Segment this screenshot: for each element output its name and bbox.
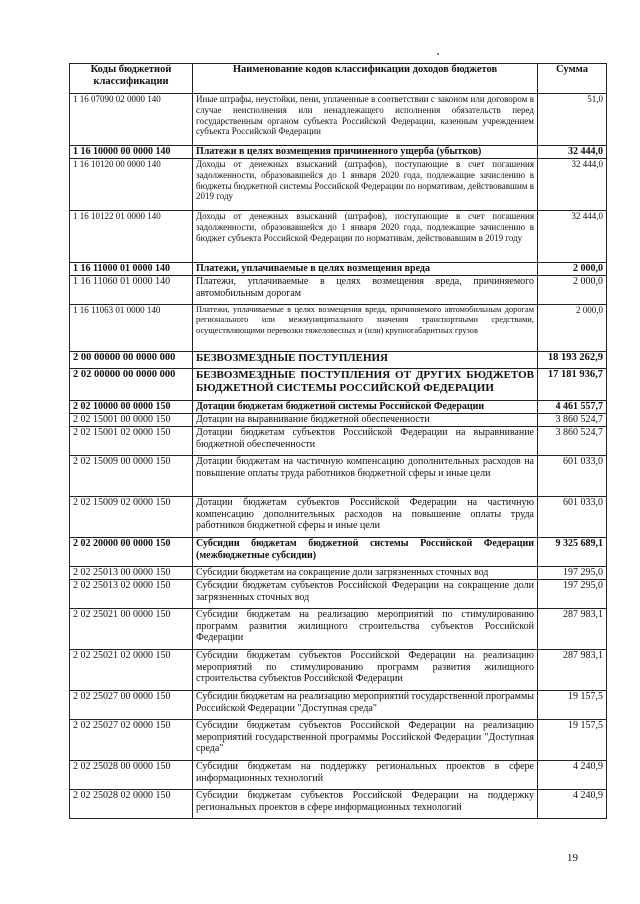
row-sum: 32 444,0 (538, 159, 607, 211)
row-sum: 2 000,0 (538, 263, 607, 276)
row-name: Дотации бюджетам бюджетной системы Российской Федерации (193, 401, 538, 414)
row-sum: 2 000,0 (538, 276, 607, 305)
row-sum: 197 295,0 (538, 580, 607, 609)
row-code: 2 02 25028 02 0000 150 (70, 790, 193, 819)
table-row (70, 567, 607, 580)
row-code: 1 16 07090 02 0000 140 (70, 94, 193, 146)
row-name: Дотации бюджетам на частичную компенсацию дополнительных расходов на повышение оплаты труда работников бюджетной сферы и иные цели (193, 456, 538, 497)
row-name: Субсидии бюджетам бюджетной системы Российской Федерации (межбюджетные субсидии) (193, 538, 538, 567)
table-row (70, 650, 607, 691)
table-row (70, 94, 607, 146)
row-code: 2 00 00000 00 0000 000 (70, 352, 193, 369)
row-code: 2 02 25013 02 0000 150 (70, 580, 193, 609)
page-number: 19 (567, 852, 578, 864)
row-name: Платежи, уплачиваемые в целях возмещения вреда, причиняемого автомобильным дорогам (193, 276, 538, 305)
row-code: 1 16 11063 01 0000 140 (70, 305, 193, 352)
row-name: Доходы от денежных взысканий (штрафов), поступающие в счет погашения задолженности, образовавшейся до 1 января 2020 года, подлежащие зачислению в бюджеты бюджетной системы Российской Федерации по нормативам, действовавшим в 2019 году (193, 159, 538, 211)
row-sum: 9 325 689,1 (538, 538, 607, 567)
table-row (70, 427, 607, 456)
row-sum: 4 240,9 (538, 790, 607, 819)
header-sum: Сумма (538, 64, 607, 94)
table-row (70, 369, 607, 401)
row-name: Платежи в целях возмещения причиненного ущерба (убытков) (193, 146, 538, 159)
table-row (70, 276, 607, 305)
revenue-classification-table (69, 63, 607, 819)
row-name: Дотации бюджетам субъектов Российской Федерации на частичную компенсацию дополнительных расходов на повышение оплаты труда работников бюджетной сферы и иные цели (193, 497, 538, 538)
row-code: 1 16 11000 01 0000 140 (70, 263, 193, 276)
row-name: Дотации бюджетам субъектов Российской Федерации на выравнивание бюджетной обеспеченности (193, 427, 538, 456)
row-name: БЕЗВОЗМЕЗДНЫЕ ПОСТУПЛЕНИЯ (193, 352, 538, 369)
table-row (70, 761, 607, 790)
row-sum: 32 444,0 (538, 146, 607, 159)
table-row (70, 159, 607, 211)
row-code: 2 02 25027 00 0000 150 (70, 691, 193, 720)
row-code: 2 02 00000 00 0000 000 (70, 369, 193, 401)
row-code: 2 02 25021 00 0000 150 (70, 609, 193, 650)
table-row (70, 456, 607, 497)
row-name: Субсидии бюджетам на реализацию мероприятий государственной программы Российской Федерации "Доступная среда" (193, 691, 538, 720)
row-sum: 287 983,1 (538, 609, 607, 650)
table-row (70, 211, 607, 263)
row-sum: 601 033,0 (538, 456, 607, 497)
row-code: 1 16 10000 00 0000 140 (70, 146, 193, 159)
row-sum: 32 444,0 (538, 211, 607, 263)
header-name: Наименование кодов классификации доходов бюджетов (193, 64, 538, 94)
row-code: 2 02 15009 00 0000 150 (70, 456, 193, 497)
row-code: 2 02 10000 00 0000 150 (70, 401, 193, 414)
table-row (70, 538, 607, 567)
row-code: 2 02 20000 00 0000 150 (70, 538, 193, 567)
row-sum: 287 983,1 (538, 650, 607, 691)
table-row (70, 609, 607, 650)
row-sum: 3 860 524,7 (538, 427, 607, 456)
row-name: Платежи, уплачиваемые в целях возмещения вреда, причиняемого автомобильным дорогам регионального или межмуниципального значения транспортными средствами, осуществляющими перевозки тяжеловесных и (или) крупногабаритных грузов (193, 305, 538, 352)
row-code: 1 16 10120 00 0000 140 (70, 159, 193, 211)
row-code: 1 16 10122 01 0000 140 (70, 211, 193, 263)
row-name: Иные штрафы, неустойки, пени, уплаченные в соответствии с законом или договором в случае неисполнения или ненадлежащего исполнения обязательств перед государственным органом субъекта Российской Федерации, казенным учреждением субъекта Российской Федерации (193, 94, 538, 146)
row-sum: 51,0 (538, 94, 607, 146)
header-code: Коды бюджетной классификации (70, 64, 193, 94)
row-name: Субсидии бюджетам субъектов Российской Федерации на реализацию мероприятий государственной программы Российской Федерации "Доступная среда" (193, 720, 538, 761)
row-name: Доходы от денежных взысканий (штрафов), поступающие в счет погашения задолженности, образовавшейся до 1 января 2020 года, подлежащие зачислению в бюджет субъекта Российской Федерации по нормативам, действовавшим в 2019 году (193, 211, 538, 263)
row-name: Платежи, уплачиваемые в целях возмещения вреда (193, 263, 538, 276)
table-row (70, 720, 607, 761)
table-row (70, 146, 607, 159)
row-code: 2 02 15001 02 0000 150 (70, 427, 193, 456)
table-row (70, 790, 607, 819)
row-sum: 4 461 557,7 (538, 401, 607, 414)
row-name: Субсидии бюджетам субъектов Российской Федерации на сокращение доли загрязненных сточных вод (193, 580, 538, 609)
row-sum: 2 000,0 (538, 305, 607, 352)
scan-speck (437, 53, 439, 55)
table-row (70, 497, 607, 538)
row-code: 1 16 11060 01 0000 140 (70, 276, 193, 305)
row-sum: 197 295,0 (538, 567, 607, 580)
row-name: Субсидии бюджетам субъектов Российской Федерации на поддержку региональных проектов в сфере информационных технологий (193, 790, 538, 819)
row-code: 2 02 15001 00 0000 150 (70, 414, 193, 427)
row-name: Субсидии бюджетам на поддержку региональных проектов в сфере информационных технологий (193, 761, 538, 790)
row-name: Субсидии бюджетам субъектов Российской Федерации на реализацию мероприятий по стимулированию программ развития жилищного строительства субъектов Российской Федерации (193, 650, 538, 691)
table-row (70, 352, 607, 369)
row-code: 2 02 25013 00 0000 150 (70, 567, 193, 580)
row-code: 2 02 15009 02 0000 150 (70, 497, 193, 538)
row-sum: 19 157,5 (538, 691, 607, 720)
row-sum: 19 157,5 (538, 720, 607, 761)
table-header-row (70, 64, 607, 94)
row-sum: 18 193 262,9 (538, 352, 607, 369)
row-code: 2 02 25028 00 0000 150 (70, 761, 193, 790)
row-name: Субсидии бюджетам на реализацию мероприятий по стимулированию программ развития жилищного строительства субъектов Российской Федерации (193, 609, 538, 650)
row-sum: 601 033,0 (538, 497, 607, 538)
row-sum: 3 860 524,7 (538, 414, 607, 427)
row-sum: 4 240,9 (538, 761, 607, 790)
table-row (70, 401, 607, 414)
row-sum: 17 181 936,7 (538, 369, 607, 401)
table-row (70, 691, 607, 720)
row-name: Дотации на выравнивание бюджетной обеспеченности (193, 414, 538, 427)
table-row (70, 580, 607, 609)
row-code: 2 02 25021 02 0000 150 (70, 650, 193, 691)
table-row (70, 263, 607, 276)
row-code: 2 02 25027 02 0000 150 (70, 720, 193, 761)
row-name: Субсидии бюджетам на сокращение доли загрязненных сточных вод (193, 567, 538, 580)
table-row (70, 305, 607, 352)
row-name: БЕЗВОЗМЕЗДНЫЕ ПОСТУПЛЕНИЯ ОТ ДРУГИХ БЮДЖЕТОВ БЮДЖЕТНОЙ СИСТЕМЫ РОССИЙСКОЙ ФЕДЕРАЦИИ (193, 369, 538, 401)
table-row (70, 414, 607, 427)
